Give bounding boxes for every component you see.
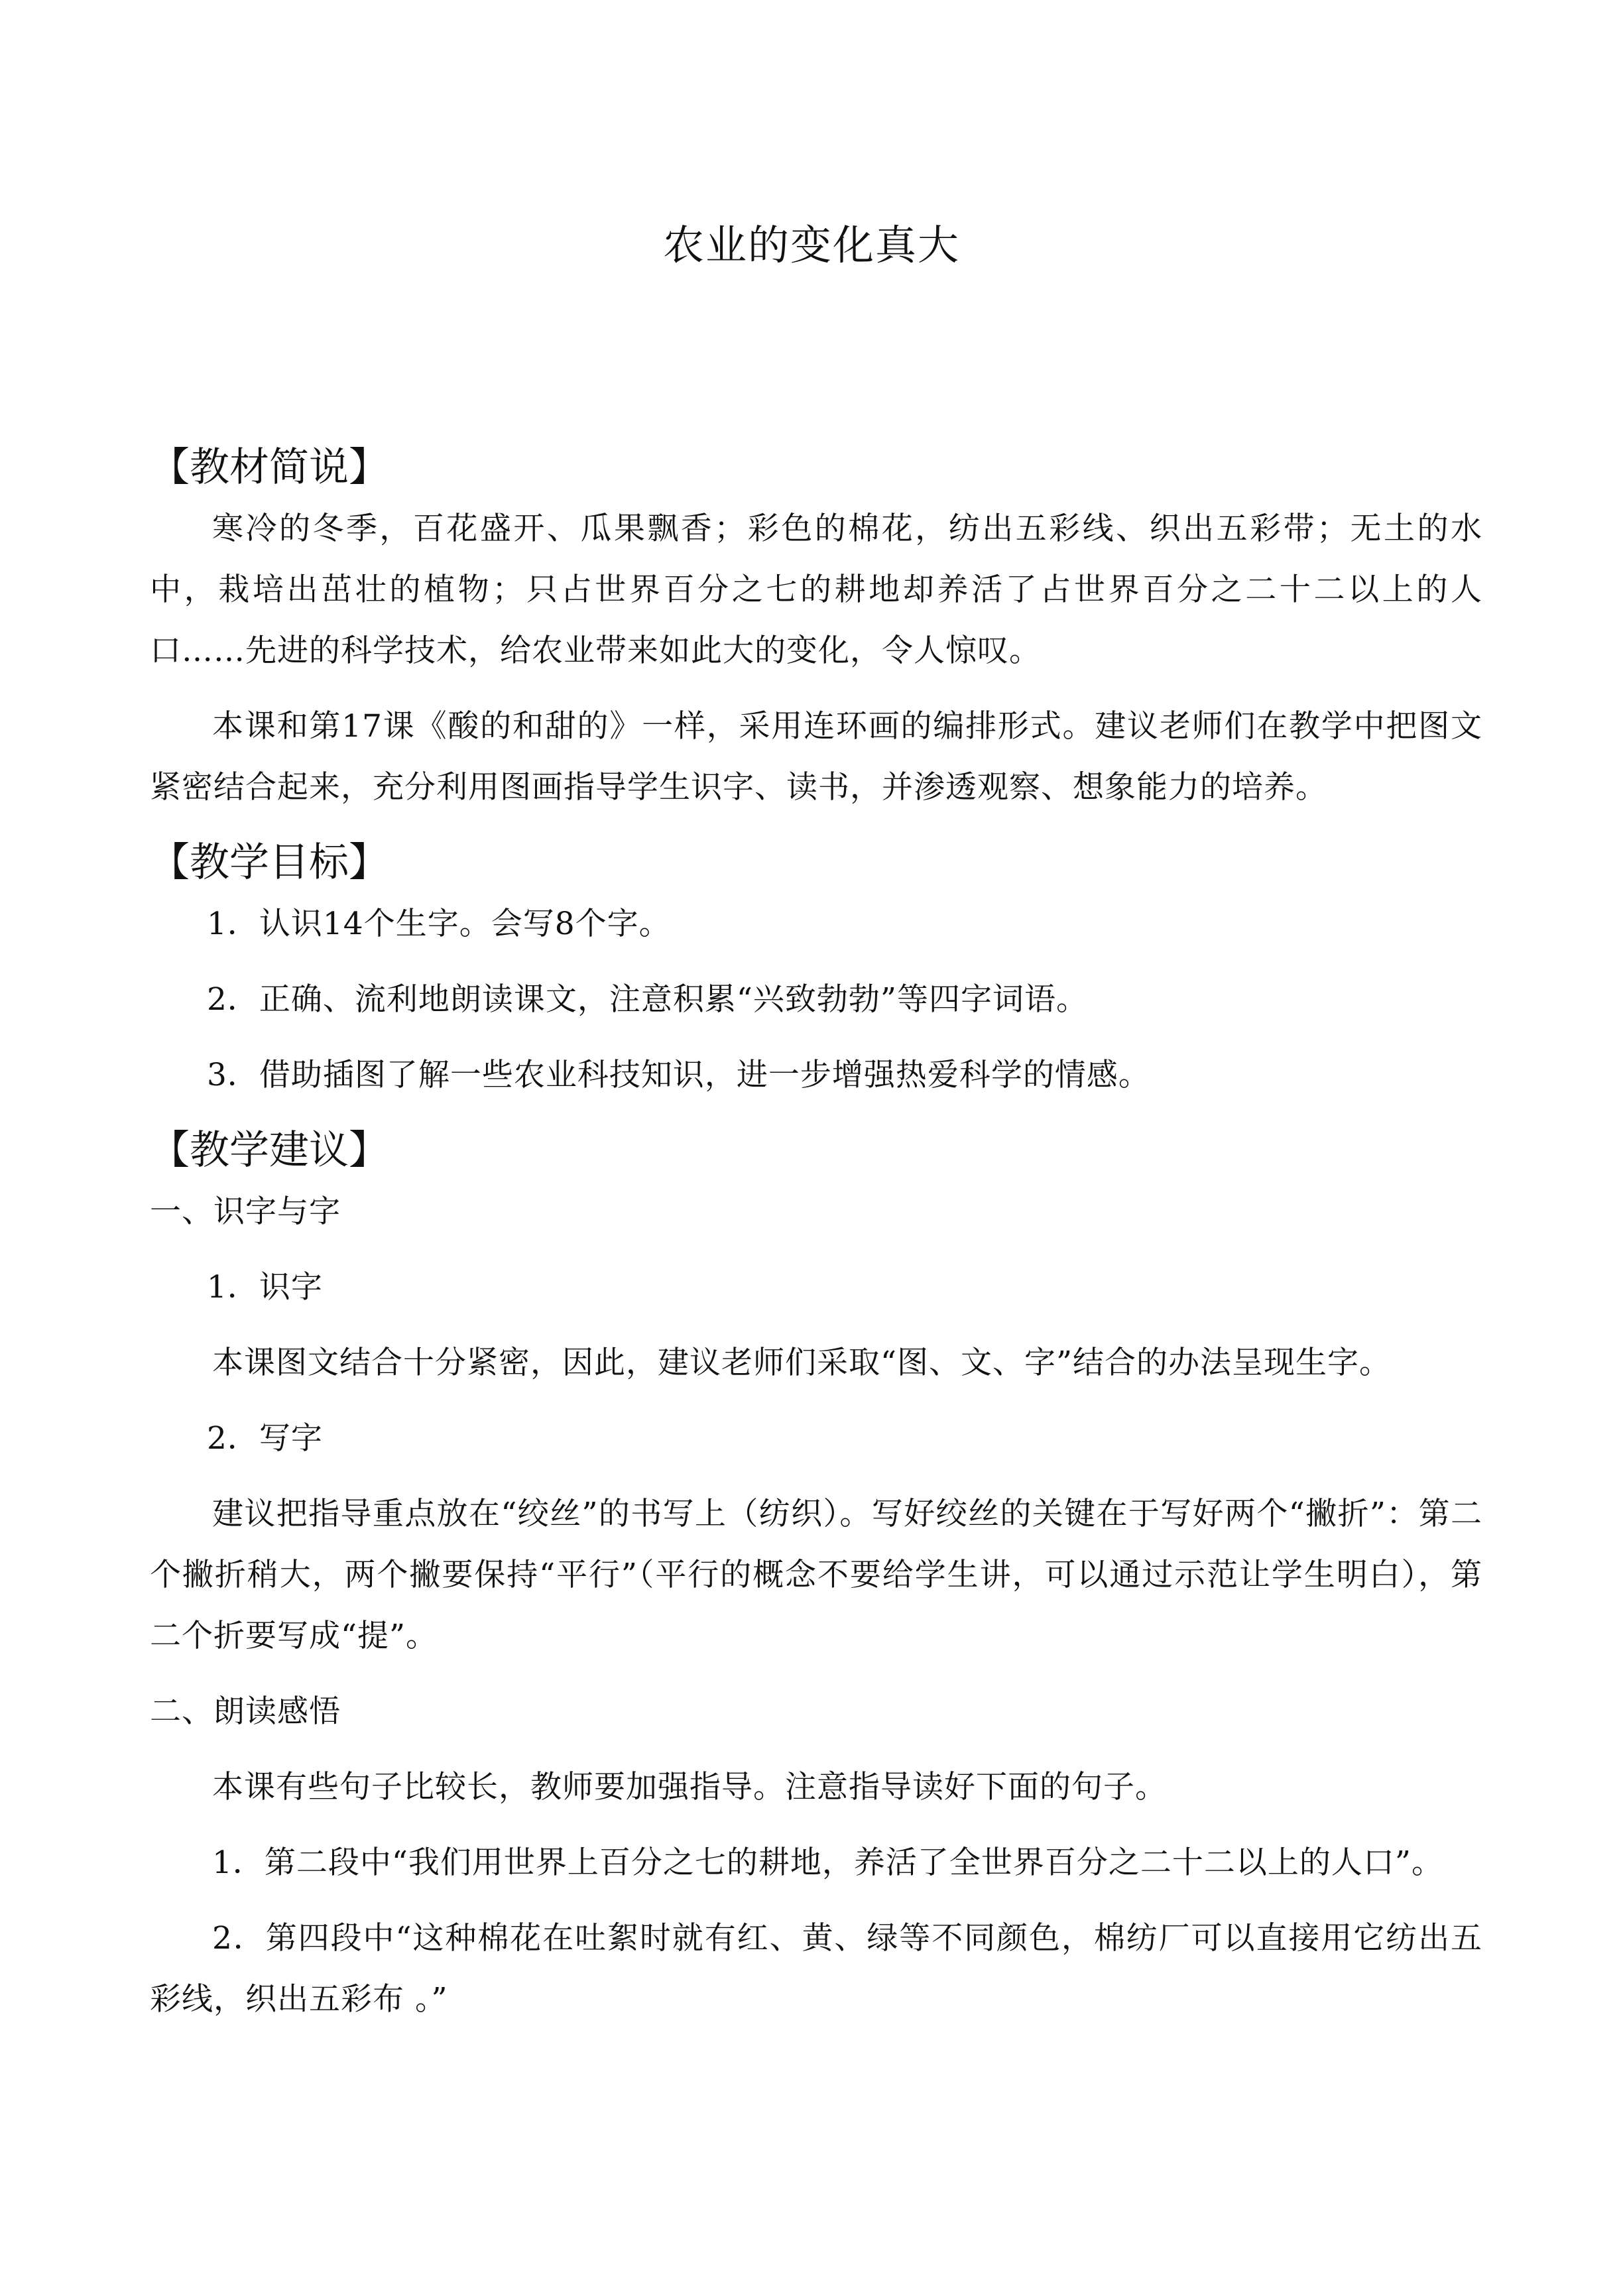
suggestion-sub1-text: 本课图文结合十分紧密，因此，建议老师们采取“图、文、字”结合的办法呈现生字。: [212, 1345, 1392, 1381]
suggestion-part2-title: 二、朗读感悟: [150, 1693, 341, 1730]
suggestion-part1-title: 一、识字与字: [150, 1193, 341, 1230]
section-heading-suggestions: 【教学建议】: [150, 1127, 389, 1174]
intro-paragraph-2: 本课和第17课《酸的和甜的》一样，采用连环画的编排形式。建议老师们在教学中把图文紧密结合起来，充分利用图画指导学生识字、读书，并渗透观察、想象能力的培养。: [150, 708, 1482, 806]
suggestion-sub2-title: 2．写字: [207, 1420, 323, 1457]
suggestion-sub2-text: 建议把指导重点放在“绞丝”的书写上（纺织）。写好绞丝的关键在于写好两个“撇折”：第二个撇折稍大，两个撇要保持“平行”（平行的概念不要给学生讲，可以通过示范让学生明白），第二个折要写成“提”。: [150, 1496, 1482, 1654]
suggestion-part2-item-2: 2．第四段中“这种棉花在吐絮时就有红、黄、绿等不同颜色，棉纺厂可以直接用它纺出五彩线，织出五彩布 。”: [150, 1920, 1482, 2018]
goal-item-1: 1．认识14个生字。会写8个字。: [207, 906, 671, 942]
intro-paragraph-1: 寒冷的冬季，百花盛开、瓜果飘香；彩色的棉花，纺出五彩线、织出五彩带；无土的水中，栽培出茁壮的植物；只占世界百分之七的耕地却养活了占世界百分之二十二以上的人口……先进的科学技术，给农业带来如此大的变化，令人惊叹。: [150, 511, 1482, 669]
goal-item-2: 2．正确、流利地朗读课文，注意积累“兴致勃勃”等四字词语。: [207, 981, 1088, 1018]
suggestion-sub1-title: 1．识字: [207, 1269, 323, 1305]
section-heading-intro: 【教材简说】: [150, 444, 389, 491]
page-title: 农业的变化真大: [662, 221, 960, 269]
document-body: [150, 438, 1482, 2045]
section-heading-goals: 【教学目标】: [150, 839, 389, 886]
goal-item-3: 3．借助插图了解一些农业科技知识，进一步增强热爱科学的情感。: [207, 1057, 1150, 1093]
suggestion-part2-item-1: 1．第二段中“我们用世界上百分之七的耕地，养活了全世界百分之二十二以上的人口”。: [212, 1844, 1443, 1881]
suggestion-part2-intro: 本课有些句子比较长，教师要加强指导。注意指导读好下面的句子。: [212, 1769, 1167, 1805]
